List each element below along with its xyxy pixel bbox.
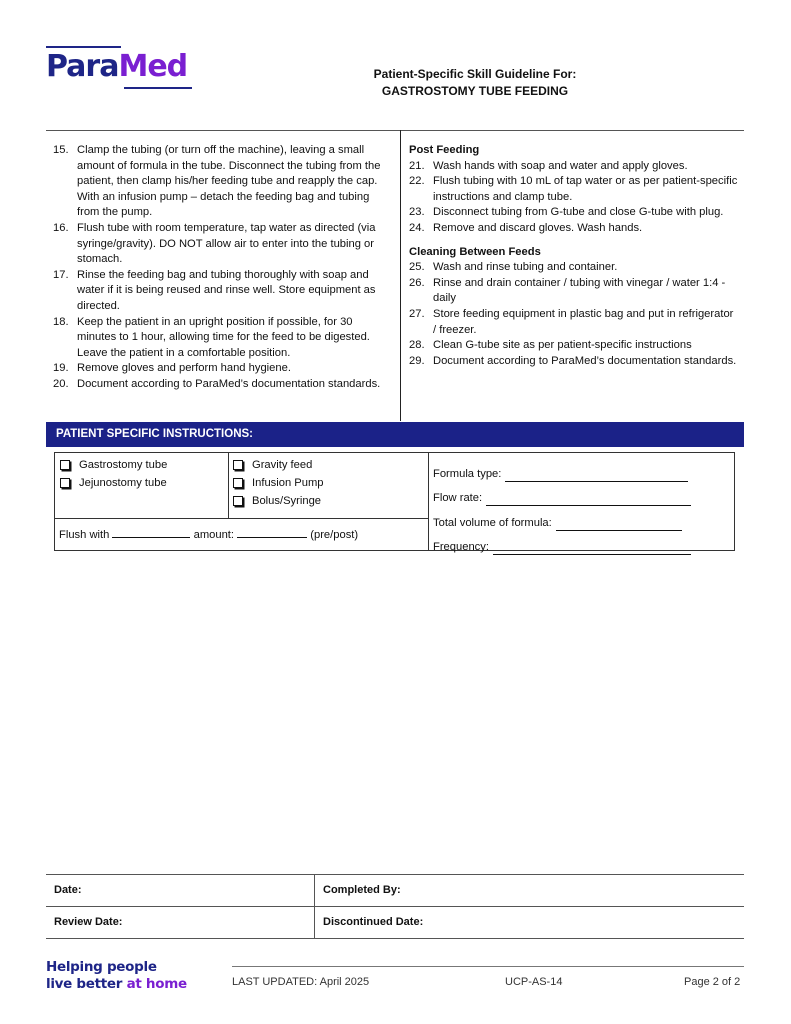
formula-fields — [433, 457, 691, 555]
step-item — [53, 268, 393, 315]
tagline-line-2 — [46, 976, 187, 993]
step-number: 25. — [409, 261, 425, 274]
logo-med: Med — [118, 49, 188, 84]
title-line-1: Patient-Specific Skill Guideline For: — [373, 67, 577, 81]
step-number: 28. — [409, 339, 425, 352]
post-feeding-heading: Post Feeding — [409, 144, 480, 156]
frequency-field[interactable] — [493, 543, 691, 555]
frequency-row — [433, 531, 691, 556]
checkbox-infusion-pump[interactable] — [233, 474, 324, 492]
step-item — [53, 377, 393, 393]
step-text: Keep the patient in an upright position if possible, for 30 minutes to 1 hour, allowing time for the feed to be digested. Leave the patient in a comfortable position. — [77, 315, 370, 359]
step-text: Store feeding equipment in plastic bag and put in refrigerator / freezer. — [433, 307, 734, 336]
flush-label: Flush with — [59, 529, 110, 541]
flow-rate-field[interactable] — [486, 494, 691, 506]
feed-method-options — [233, 456, 324, 510]
signoff-table — [46, 874, 744, 939]
flush-row — [59, 526, 358, 543]
step-item — [409, 159, 739, 175]
step-text: Flush tube with room temperature, tap water as directed (via syringe/gravity). DO NOT allow air to enter into the tubing or stomach. — [77, 221, 376, 266]
step-text: Document according to ParaMed’s documentation standards. — [433, 354, 737, 367]
checkbox-icon[interactable] — [60, 478, 70, 488]
column-divider — [400, 130, 401, 421]
step-number: 29. — [409, 354, 425, 367]
formula-type-row — [433, 457, 691, 482]
document-title — [330, 66, 620, 100]
step-item — [53, 315, 393, 362]
step-item — [53, 143, 393, 221]
title-line-2: GASTROSTOMY TUBE FEEDING — [381, 84, 569, 98]
total-volume-field[interactable] — [556, 519, 682, 531]
field-label: Flow rate: — [433, 492, 483, 504]
logo-bottom-rule — [124, 87, 192, 89]
document-code: UCP-AS-14 — [505, 976, 563, 988]
step-item — [409, 338, 739, 354]
logo-wordmark — [46, 49, 187, 85]
step-item — [409, 205, 739, 221]
step-number: 22. — [409, 175, 425, 188]
tube-type-options — [60, 456, 167, 492]
checkbox-jejunostomy-tube[interactable] — [60, 474, 167, 492]
checkbox-label: Jejunostomy tube — [79, 477, 167, 489]
amount-field[interactable] — [237, 526, 307, 538]
checkbox-label: Infusion Pump — [252, 477, 324, 489]
pre-post-label: (pre/post) — [310, 529, 359, 541]
tagline-line-1: Helping people — [46, 959, 157, 975]
field-label: Frequency: — [433, 541, 489, 553]
footer-tagline — [46, 959, 187, 993]
tagline-text: live better — [46, 976, 127, 992]
step-number: 15. — [53, 144, 69, 156]
step-text: Rinse the feeding bag and tubing thoroughly with soap and water if it is being reused and rinse well. Store equipment as directed. — [77, 268, 376, 312]
step-item — [409, 307, 739, 338]
step-item — [409, 260, 739, 276]
logo-para: Para — [46, 49, 119, 84]
flow-rate-row — [433, 482, 691, 507]
checkbox-label: Gravity feed — [252, 459, 313, 471]
checkbox-bolus-syringe[interactable] — [233, 492, 324, 510]
step-number: 17. — [53, 268, 69, 281]
footer-rule — [232, 966, 744, 967]
step-number: 27. — [409, 307, 425, 320]
checkbox-icon[interactable] — [233, 496, 243, 506]
step-item — [409, 354, 739, 370]
step-text: Document according to ParaMed’s documentation standards. — [77, 377, 381, 390]
completed-by-cell[interactable]: Completed By: — [323, 884, 401, 896]
step-text: Flush tubing with 10 mL of tap water or as per patient-specific instructions and clamp tube. — [433, 175, 738, 203]
psi-divider — [428, 452, 429, 551]
step-item — [409, 276, 739, 307]
signoff-row — [46, 874, 744, 906]
step-number: 23. — [409, 206, 425, 219]
page-number: Page 2 of 2 — [684, 976, 741, 988]
step-number: 24. — [409, 221, 425, 234]
step-number: 18. — [53, 315, 69, 328]
step-text: Wash and rinse tubing and container. — [433, 261, 618, 274]
step-text: Remove and discard gloves. Wash hands. — [433, 221, 643, 234]
review-date-cell[interactable]: Review Date: — [46, 907, 315, 938]
step-item — [409, 174, 739, 205]
step-item — [53, 361, 393, 377]
step-number: 20. — [53, 377, 69, 390]
step-text: Disconnect tubing from G-tube and close G-tube with plug. — [433, 206, 724, 219]
step-text: Clean G-tube site as per patient-specific instructions — [433, 339, 692, 352]
step-number: 26. — [409, 276, 425, 289]
step-text: Clamp the tubing (or turn off the machine), leaving a small amount of formula in the tube. Disconnect the tubing from the patient, then clamp his/her feeding tube and reapply the cap. With an infusion pump – detach the feeding bag and tubing from the pump. — [77, 144, 381, 219]
tagline-accent: at home — [126, 976, 187, 992]
signoff-row — [46, 906, 744, 939]
psi-divider — [54, 518, 429, 519]
step-item — [53, 221, 393, 268]
patient-instructions-header: PATIENT SPECIFIC INSTRUCTIONS: — [46, 422, 744, 447]
checkbox-icon[interactable] — [60, 460, 70, 470]
field-label: Formula type: — [433, 467, 502, 480]
formula-type-field[interactable] — [505, 470, 688, 482]
step-number: 19. — [53, 362, 69, 375]
step-text: Remove gloves and perform hand hygiene. — [77, 362, 291, 375]
amount-label: amount: — [193, 529, 235, 541]
discontinued-date-cell[interactable]: Discontinued Date: — [323, 916, 424, 928]
checkbox-gastrostomy-tube[interactable] — [60, 456, 167, 474]
step-number: 16. — [53, 221, 69, 234]
step-number: 21. — [409, 159, 425, 172]
field-label: Total volume of formula: — [433, 516, 552, 529]
checkbox-label: Gastrostomy tube — [79, 459, 168, 471]
date-cell[interactable]: Date: — [46, 875, 315, 906]
checkbox-icon[interactable] — [233, 478, 243, 488]
right-steps-column — [409, 143, 739, 369]
total-volume-row — [433, 506, 691, 531]
cleaning-heading: Cleaning Between Feeds — [409, 245, 541, 258]
flush-with-field[interactable] — [112, 526, 190, 538]
paramed-logo — [46, 46, 194, 92]
left-steps-column — [53, 143, 393, 393]
step-text: Wash hands with soap and water and apply gloves. — [433, 159, 688, 172]
step-item — [409, 221, 739, 237]
logo-top-rule — [46, 46, 121, 48]
checkbox-gravity-feed[interactable] — [233, 456, 324, 474]
psi-divider — [228, 452, 229, 518]
last-updated: LAST UPDATED: April 2025 — [232, 976, 370, 988]
step-text: Rinse and drain container / tubing with vinegar / water 1:4 -daily — [433, 276, 726, 305]
checkbox-icon[interactable] — [233, 460, 243, 470]
checkbox-label: Bolus/Syringe — [252, 495, 322, 507]
